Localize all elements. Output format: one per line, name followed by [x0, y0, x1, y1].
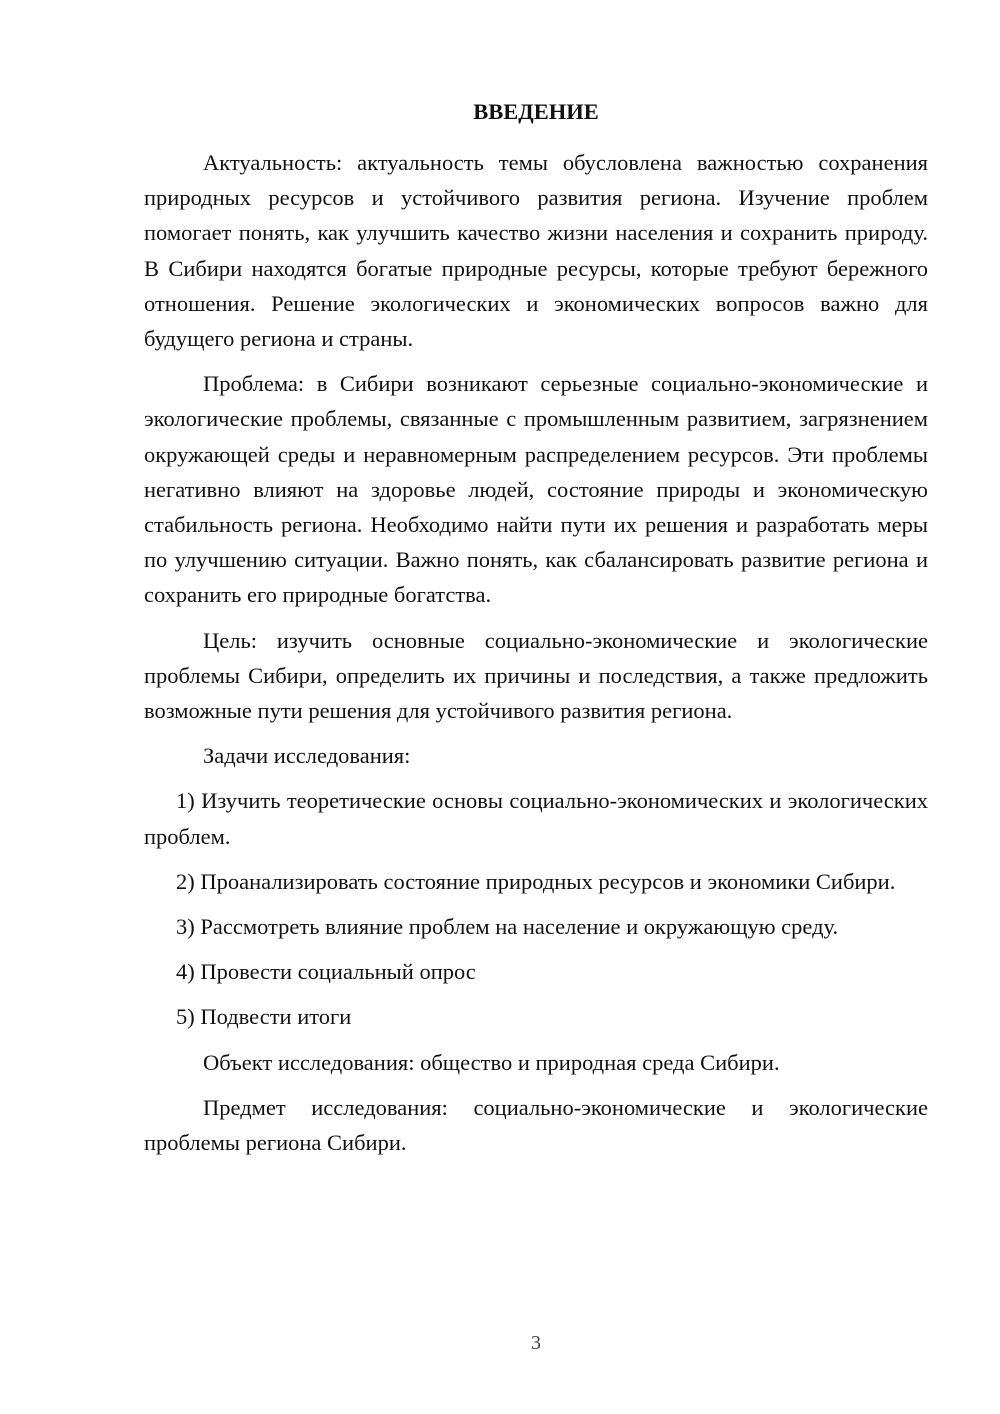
task-item-2: 2) Проанализировать состояние природных ресурсов и экономики Сибири.: [176, 868, 896, 894]
task-item-3: 3) Рассмотреть влияние проблем на население и окружающую среду.: [176, 914, 839, 940]
task-item-4: 4) Провести социальный опрос: [176, 959, 476, 985]
section-title: ВВЕДЕНИЕ: [473, 99, 599, 124]
task-item-1: 1) Изучить теоретические основы социально-экономических и экологических проблем.: [144, 788, 928, 849]
relevance-paragraph: Актуальность: актуальность темы обусловлена важностью сохранения природных ресурсов и устойчивого развития региона. Изучение проблем помогает понять, как улучшить качество жизни населения и сохранить природу. В Сибири находятся богатые природные ресурсы, которые требуют бережного отношения. Решение экологических и экономических вопросов важно для будущего региона и страны.: [144, 150, 928, 352]
goal-paragraph: Цель: изучить основные социально-экономические и экологические проблемы Сибири, определить их причины и последствия, а также предложить возможные пути решения для устойчивого развития региона.: [144, 627, 928, 724]
subject-paragraph: Предмет исследования: социально-экономические и экологические проблемы региона Сибири.: [144, 1094, 928, 1156]
tasks-heading: Задачи исследования:: [203, 743, 411, 769]
problem-paragraph: Проблема: в Сибири возникают серьезные социально-экономические и экологические проблемы, связанные с промышленным развитием, загрязнением окружающей среды и неравномерным распределением ресурсов. Эти проблемы негативно влияют на здоровье людей, состояние природы и экономическую стабильность региона. Необходимо найти пути их решения и разработать меры по улучшению ситуации. Важно понять, как сбалансировать развитие региона и сохранить его природные богатства.: [144, 371, 928, 608]
page-number: 3: [531, 1332, 541, 1354]
object-paragraph: Объект исследования: общество и природная среда Сибири.: [203, 1049, 780, 1075]
document-body: [144, 94, 928, 1170]
task-item-5: 5) Подвести итоги: [176, 1004, 352, 1030]
